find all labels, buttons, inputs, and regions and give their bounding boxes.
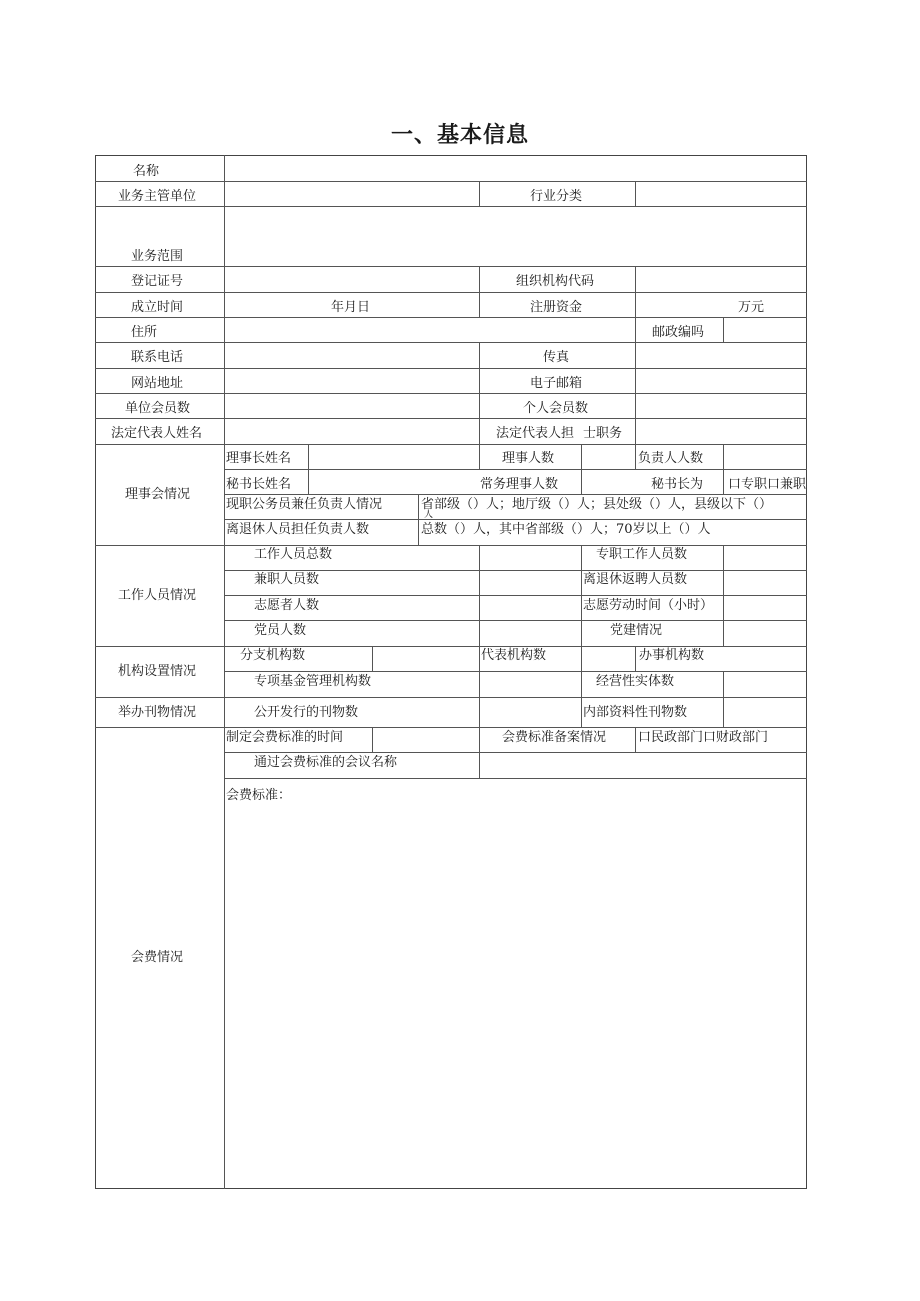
label-internal-pubs: 内部资料性刊物数 bbox=[583, 705, 688, 720]
fee-filing-options: 口民政部门口财政部门 bbox=[638, 730, 769, 745]
label-postcode: 邮政编吗 bbox=[652, 325, 705, 340]
label-capital: 注册资金 bbox=[530, 300, 583, 315]
label-fee-filing: 会费标准备案情况 bbox=[502, 730, 607, 745]
label-party-members: 党员人数 bbox=[254, 623, 307, 638]
label-legal-rep-duty-cont: 士职务 bbox=[583, 426, 623, 441]
label-rep-offices: 代表机构数 bbox=[481, 648, 547, 663]
label-fulltime: 专职工作人员数 bbox=[596, 547, 688, 562]
label-industry: 行业分类 bbox=[530, 189, 583, 204]
label-unit-members: 单位会员数 bbox=[125, 401, 191, 416]
label-parttime: 兼职人员数 bbox=[254, 572, 320, 587]
label-email: 电子邮箱 bbox=[530, 376, 583, 391]
label-fee-meeting: 通过会费标准的会议名称 bbox=[254, 755, 398, 770]
officials-detail: 省部级（）人；地厅级（）人；县处级（）人，县级以下（） bbox=[421, 497, 773, 512]
label-supervisor: 业务主管单位 bbox=[118, 189, 197, 204]
officials-detail-tail: 人 bbox=[424, 510, 434, 520]
label-fax: 传真 bbox=[543, 350, 570, 365]
label-business-entities: 经营性实体数 bbox=[596, 674, 675, 689]
label-standing-count: 常务理事人数 bbox=[480, 477, 559, 492]
label-fee-standard: 会费标准： bbox=[226, 788, 292, 803]
label-offices: 办事机构数 bbox=[639, 648, 705, 663]
retirees-detail: 总数（）人，其中省部级（）人；70岁以上（）人 bbox=[421, 522, 711, 537]
label-publications: 举办刊物情况 bbox=[118, 705, 197, 720]
founded-date-hint: 年月日 bbox=[331, 300, 371, 315]
label-chairman: 理事长姓名 bbox=[226, 451, 292, 466]
label-orgs: 机构设置情况 bbox=[118, 664, 197, 679]
label-fund-mgmt: 专项基金管理机构数 bbox=[254, 674, 372, 689]
label-secretary: 秘书长姓名 bbox=[226, 477, 292, 492]
label-rehired: 离退休返聘人员数 bbox=[583, 572, 688, 587]
label-org-code: 组织机构代码 bbox=[516, 274, 595, 289]
label-volunteer-hours: 志愿劳动时间（小时） bbox=[583, 598, 714, 613]
label-party-building: 党建情况 bbox=[610, 623, 663, 638]
label-founded: 成立时间 bbox=[131, 300, 184, 315]
label-reg-no: 登记证号 bbox=[131, 274, 184, 289]
label-public-pubs: 公开发行的刊物数 bbox=[254, 705, 359, 720]
label-legal-rep: 法定代表人姓名 bbox=[111, 426, 203, 441]
label-address: 住所 bbox=[131, 325, 158, 340]
label-website: 网站地址 bbox=[131, 376, 184, 391]
label-fees: 会费情况 bbox=[131, 950, 184, 965]
registration-form-table bbox=[95, 155, 807, 1189]
label-council-count: 理事人数 bbox=[502, 451, 555, 466]
label-volunteers: 志愿者人数 bbox=[254, 598, 320, 613]
label-retirees: 离退休人员担任负责人数 bbox=[226, 522, 370, 537]
label-staff-total: 工作人员总数 bbox=[254, 547, 333, 562]
secretary-type-options: 口专职口兼职 bbox=[728, 477, 807, 492]
label-fee-date: 制定会费标准的时间 bbox=[226, 730, 344, 745]
label-branches: 分支机构数 bbox=[240, 648, 306, 663]
label-secretary-type: 秘书长为 bbox=[651, 477, 704, 492]
label-phone: 联系电话 bbox=[131, 350, 184, 365]
label-officials: 现职公务员兼任负责人情况 bbox=[226, 497, 383, 512]
capital-unit: 万元 bbox=[738, 300, 765, 315]
label-individual-members: 个人会员数 bbox=[523, 401, 589, 416]
label-legal-rep-duty: 法定代表人担 bbox=[496, 426, 575, 441]
label-staff: 工作人员情况 bbox=[118, 588, 197, 603]
page-title: 一、基本信息 bbox=[390, 123, 529, 148]
label-leader-count: 负责人人数 bbox=[638, 451, 704, 466]
label-name: 名称 bbox=[133, 164, 160, 179]
label-scope: 业务范围 bbox=[131, 249, 184, 264]
label-council: 理事会情况 bbox=[125, 487, 191, 502]
